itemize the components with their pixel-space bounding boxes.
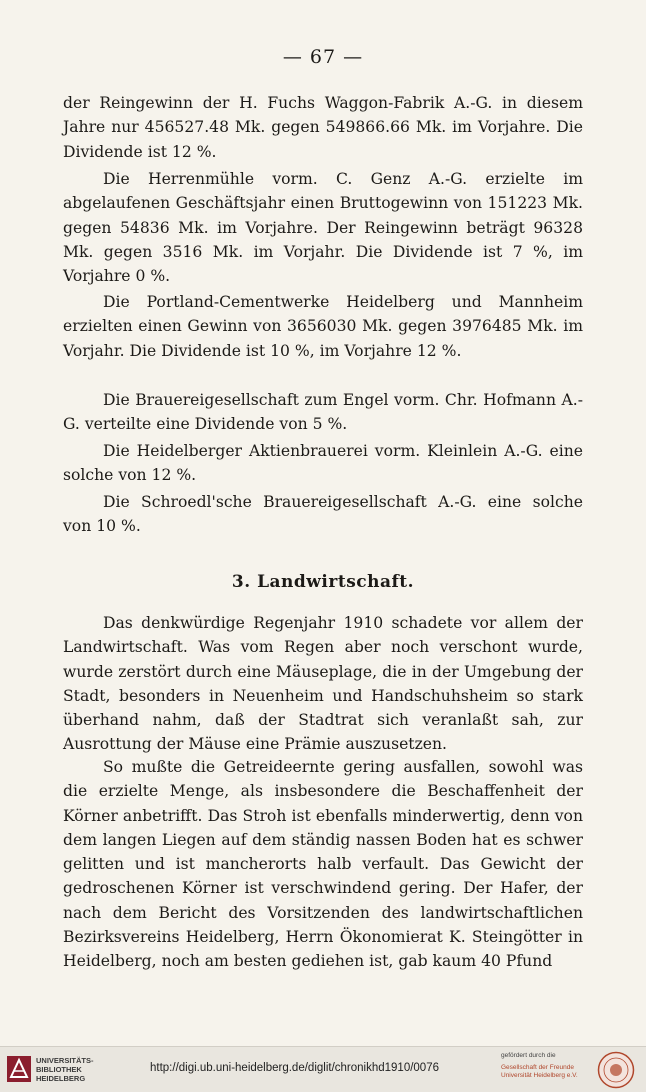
paragraph-text: Die Herrenmühle vorm. C. Genz A.-G. erzielte im abgelaufenen Geschäftsjahr einen Bruttogewinn von 151223 Mk. gegen 54836 Mk. im Vorjahre. Der Reingewinn beträgt 96328 Mk. gegen 3516 Mk. im Vorjahr. Die Dividende ist 7 %, im Vorjahre 0 %. bbox=[63, 170, 583, 286]
paragraph-text: Die Portland-Cementwerke Heidelberg und Mannheim erzielten einen Gewinn von 3656030 Mk. gegen 3976485 Mk. im Vorjahr. Die Dividende ist 10 %, im Vorjahre 12 %. bbox=[63, 293, 583, 360]
permalink-url[interactable]: http://digi.ub.uni-heidelberg.de/diglit/chronikhd1910/0076 bbox=[150, 1062, 439, 1074]
library-name: UNIVERSITÄTS- BIBLIOTHEK HEIDELBERG bbox=[36, 1056, 94, 1083]
paragraph-fuchs-waggon bbox=[63, 91, 583, 164]
paragraph-herrenmuehle bbox=[63, 167, 583, 288]
paragraph-brauerei-engel bbox=[63, 388, 583, 437]
sponsor-prefix: gefördert durch die bbox=[501, 1052, 556, 1059]
paragraph-text: Die Heidelberger Aktienbrauerei vorm. Kleinlein A.-G. eine solche von 12 %. bbox=[63, 442, 583, 485]
paragraph-regenjahr bbox=[63, 611, 583, 757]
paragraph-text: der Reingewinn der H. Fuchs Waggon-Fabrik A.-G. in diesem Jahre nur 456527.48 Mk. gegen 549866.66 Mk. im Vorjahre. Die Dividende ist 12 %. bbox=[63, 94, 583, 161]
paragraph-getreideernte bbox=[63, 755, 583, 974]
paragraph-schroedl-brauerei bbox=[63, 490, 583, 539]
sponsor-name[interactable]: Gesellschaft der Freunde Universität Heidelberg e.V. bbox=[501, 1064, 578, 1079]
university-seal-icon bbox=[597, 1051, 635, 1089]
page-number: — 67 — bbox=[282, 46, 364, 68]
paragraph-text: Die Brauereigesellschaft zum Engel vorm. Chr. Hofmann A.-G. verteilte eine Dividende von 5 %. bbox=[63, 391, 583, 434]
section-heading: 3. Landwirtschaft. bbox=[231, 572, 415, 592]
paragraph-text: So mußte die Getreideernte gering ausfallen, sowohl was die erzielte Menge, als insbesondere die Beschaffenheit der Körner anbetrifft. Das Stroh ist ebenfalls minderwertig, denn von dem langen Liegen auf dem ständig nassen Boden hat es schwer gelitten und ist mancherorts halb verfault. Das Gewicht der gedroschenen Körner ist verschwindend gering. Der Hafer, der nach dem Bericht des Vorsitzenden des landwirtschaftlichen Bezirksvereins Heidelberg, Herrn Ökonomierat K. Steingötter in Heidelberg, noch am besten gediehen ist, gab kaum 40 Pfund bbox=[63, 758, 583, 971]
paragraph-text: Das denkwürdige Regenjahr 1910 schadete vor allem der Landwirtschaft. Was vom Regen aber noch verschont wurde, wurde zerstört durch eine Mäuseplage, die in der Umgebung der Stadt, besonders in Neuenheim und Handschuhsheim so stark überhand nahm, daß der Stadtrat sich veranlaßt sah, zur Ausrottung der Mäuse eine Prämie auszusetzen. bbox=[63, 614, 583, 754]
paragraph-text: Die Schroedl'sche Brauereigesellschaft A.-G. eine solche von 10 %. bbox=[63, 493, 583, 536]
paragraph-aktienbrauerei bbox=[63, 439, 583, 488]
paragraph-portland-cement bbox=[63, 290, 583, 363]
library-logo-icon[interactable] bbox=[6, 1055, 32, 1083]
viewer-footer bbox=[0, 1046, 646, 1092]
